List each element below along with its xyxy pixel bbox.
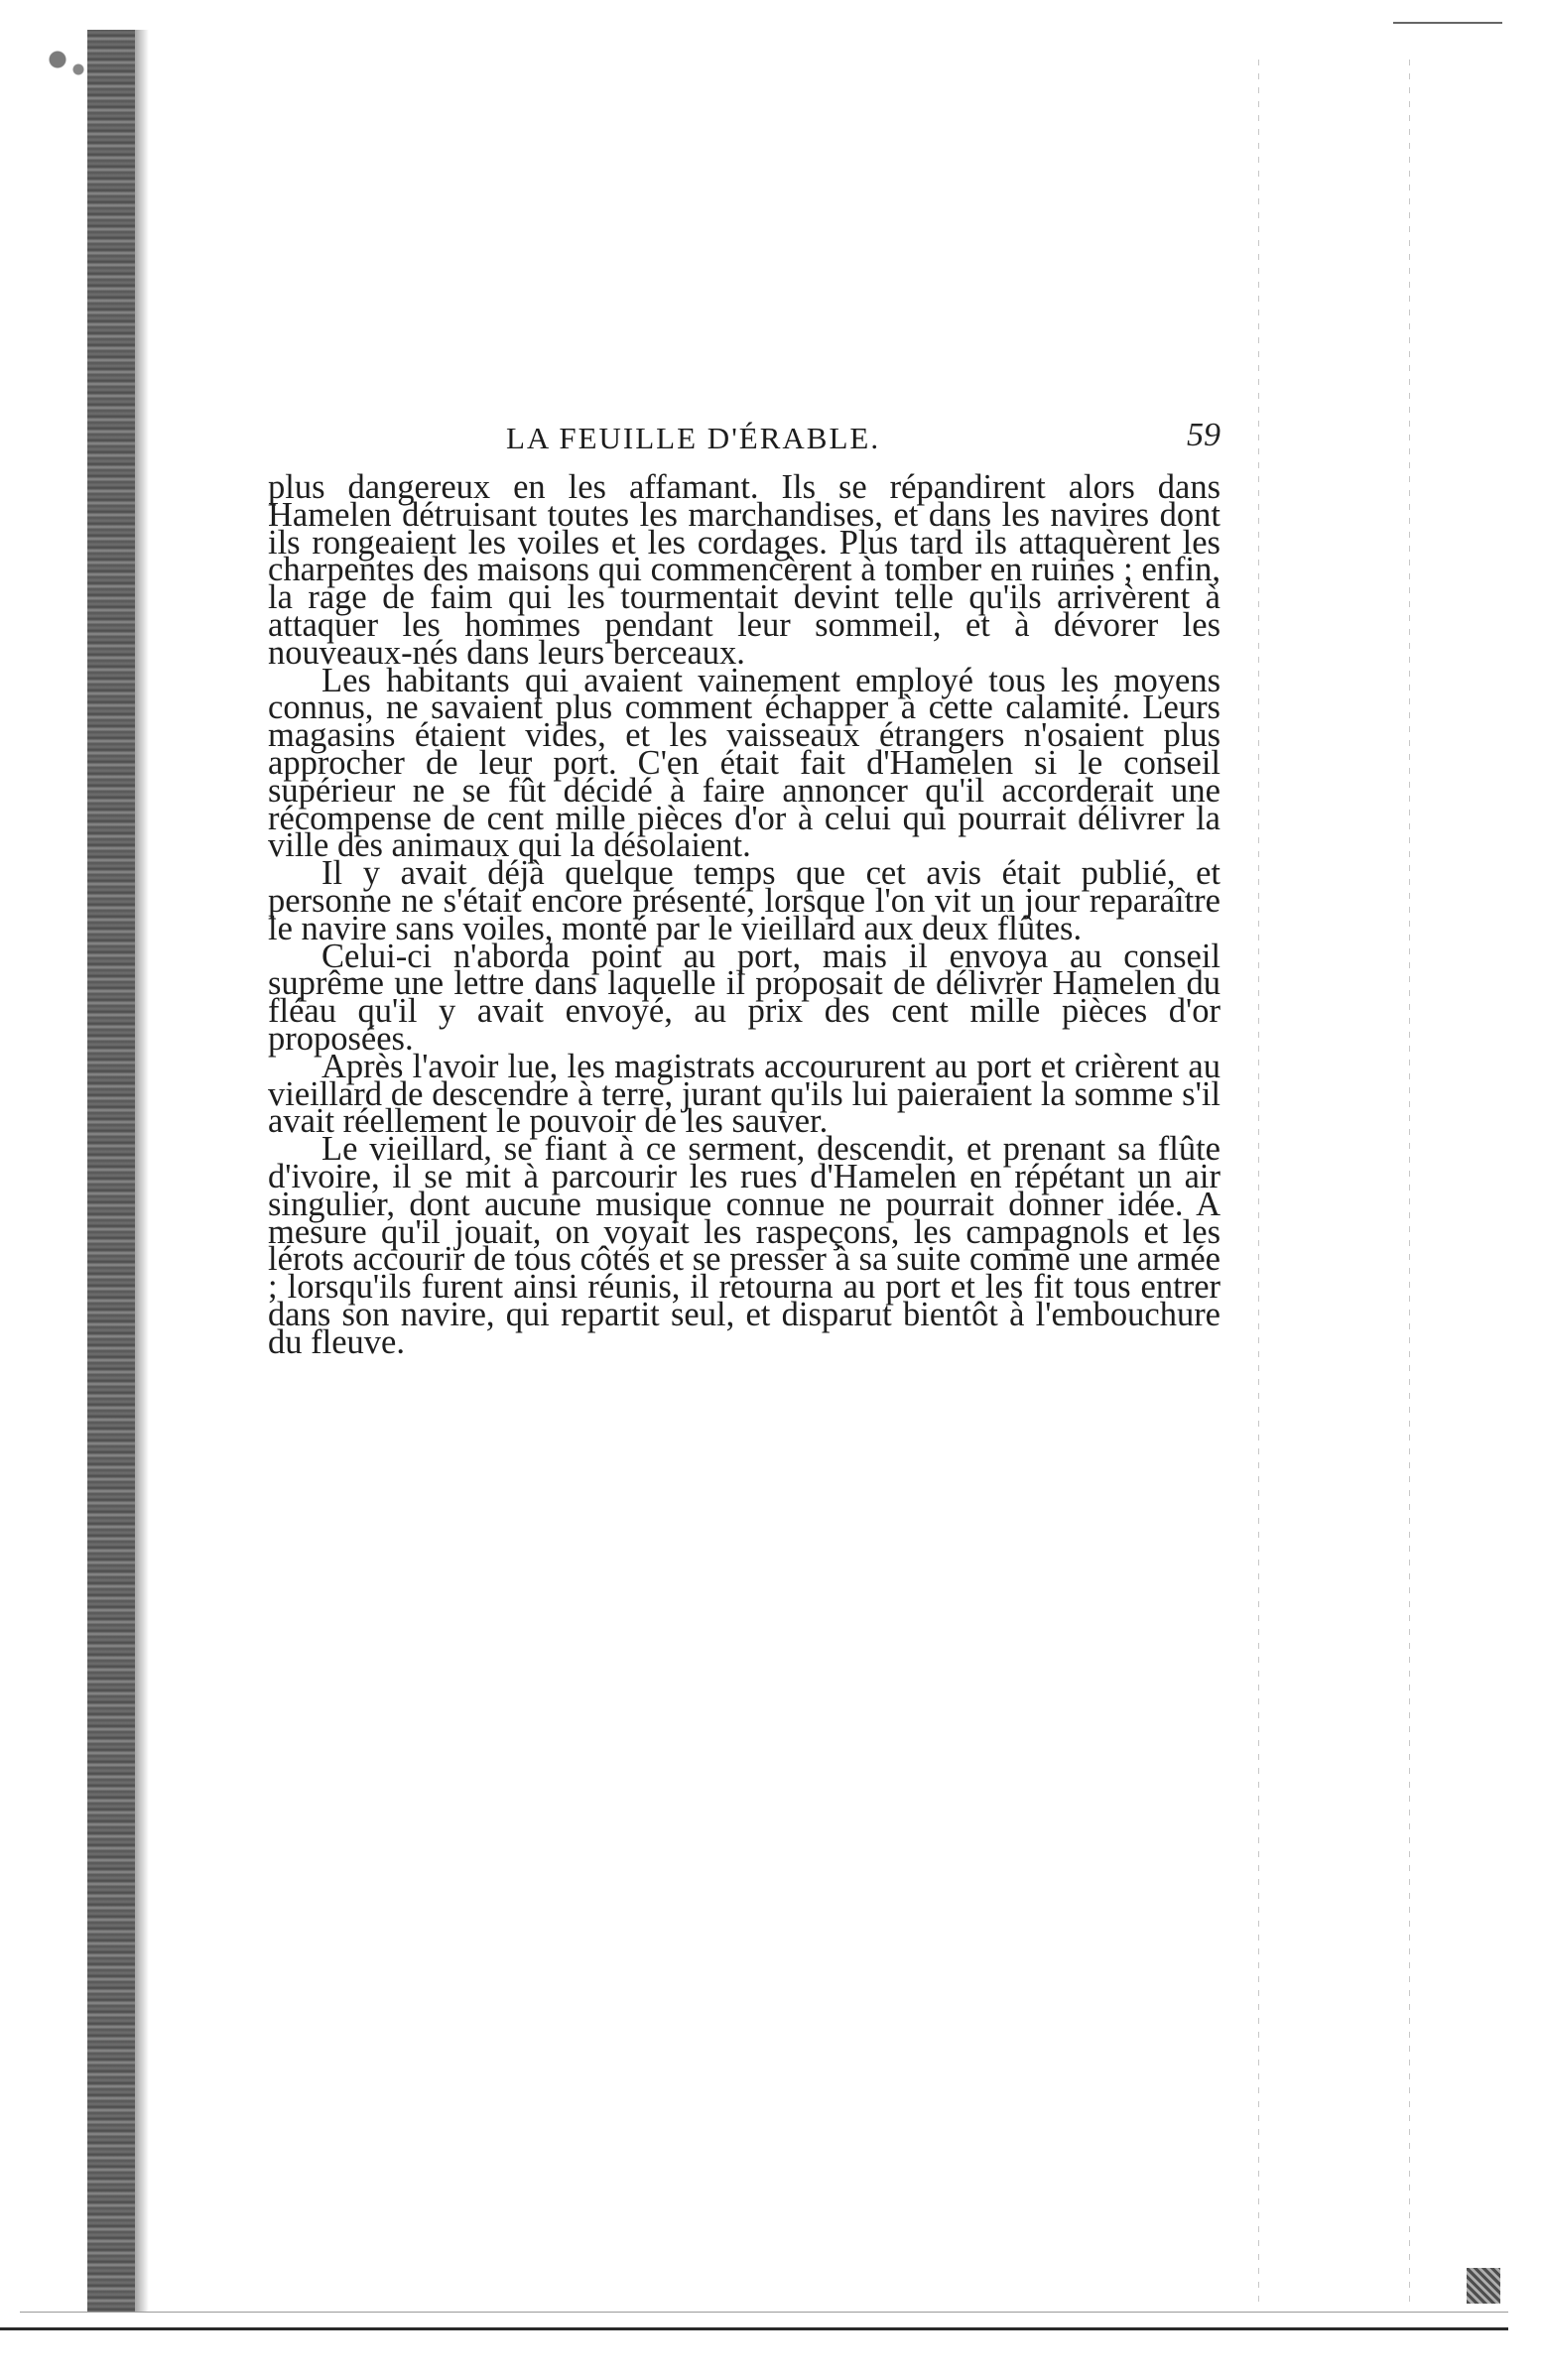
paragraph: Après l'avoir lue, les magistrats accoururent au port et crièrent au vieillard de descendre à terre, jurant qu'ils lui paieraient la somme s'il avait réellement le pouvoir de les sauver. — [268, 1047, 1221, 1141]
paragraph: Les habitants qui avaient vainement employé tous les moyens connus, ne savaient plus comment échapper à cette calamité. Leurs magasins étaient vides, et les vaisseaux étrangers n'osaient plus approcher de leur port. C'en était fait d'Hamelen si le conseil supérieur ne se fût décidé à faire annoncer qu'il accorderait une récompense de cent mille pièces d'or à celui qui pourrait délivrer la ville des animaux qui la désolaient. — [268, 661, 1221, 865]
body-text — [268, 468, 1221, 1361]
paragraph: Le vieillard, se fiant à ce serment, descendit, et prenant sa flûte d'ivoire, il se mit à parcourir les rues d'Hamelen en répétant un air singulier, dont aucune musique connue ne pourrait donner idée. A mesure qu'il jouait, on voyait les raspeçons, les campagnols et les lérots accourir de tous côtés et se presser à sa suite comme une armée ; lorsqu'ils furent ainsi réunis, il retourna au port et les fit tous entrer dans son navire, qui repartit seul, et disparut bientôt à l'embouchure du fleuve. — [268, 1130, 1221, 1361]
paragraph: Il y avait déjà quelque temps que cet avis était publié, et personne ne s'était encore présenté, lorsque l'on vit un jour reparaître le navire sans voiles, monté par le vieillard aux deux flûtes. — [268, 854, 1221, 947]
binding-shadow — [135, 30, 149, 2312]
corner-smudge — [1467, 2268, 1500, 2304]
bleed-through-line — [1258, 60, 1259, 2302]
paragraph: Celui-ci n'aborda point au port, mais il envoya au conseil suprême une lettre dans laquelle il proposait de délivrer Hamelen du fléau qu'il y avait envoyé, au prix des cent mille pièces d'or proposées. — [268, 937, 1221, 1058]
bleed-through-line — [1409, 60, 1410, 2302]
paragraph: plus dangereux en les affamant. Ils se répandirent alors dans Hamelen détruisant toutes les marchandises, et dans les navires dont ils rongeaient les voiles et les cordages. Plus tard ils attaquèrent les charpentes des maisons qui commencèrent à tomber en ruines ; enfin, la rage de faim qui les tourmentait devint telle qu'ils arrivèrent à attaquer les hommes pendant leur sommeil, et à dévorer les nouveaux-nés dans leurs berceaux. — [268, 468, 1221, 672]
bottom-edge-line — [20, 2312, 1508, 2313]
top-edge-rule — [1393, 22, 1502, 24]
bottom-edge-rule — [0, 2327, 1508, 2330]
page-header — [268, 417, 1221, 470]
page-number: 59 — [1187, 417, 1221, 453]
running-head: LA FEUILLE D'ÉRABLE. — [506, 421, 881, 455]
binding-edge — [87, 30, 135, 2312]
